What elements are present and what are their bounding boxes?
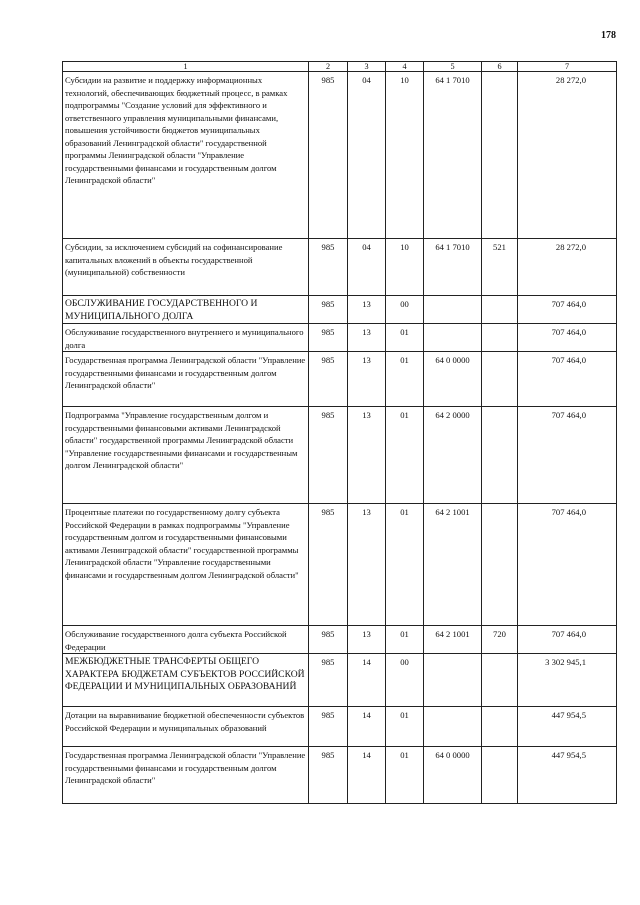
cell-expense-type (482, 72, 518, 239)
row-name: Подпрограмма "Управление государственным долгом и государственными финансовыми активами Ленинградской области" государственной программы Ленинградской области "Управление государственными финансами и государственным долгом Ленинградской области" (63, 407, 309, 504)
table-row (63, 654, 617, 707)
cell-section: 04 (348, 72, 386, 239)
table-row (63, 747, 617, 804)
cell-target: 64 2 0000 (424, 407, 482, 504)
cell-amount: 707 464,0 (518, 296, 617, 324)
cell-expense-type (482, 407, 518, 504)
cell-target: 64 2 1001 (424, 504, 482, 626)
cell-section: 13 (348, 626, 386, 654)
cell-target: 64 1 7010 (424, 72, 482, 239)
cell-code: 985 (309, 324, 348, 352)
cell-amount: 707 464,0 (518, 407, 617, 504)
cell-target: 64 1 7010 (424, 239, 482, 296)
cell-expense-type (482, 504, 518, 626)
table-row (63, 296, 617, 324)
table-row (63, 626, 617, 654)
column-header: 5 (424, 62, 482, 72)
cell-amount: 447 954,5 (518, 747, 617, 804)
column-header: 2 (309, 62, 348, 72)
cell-section: 13 (348, 324, 386, 352)
table-row (63, 504, 617, 626)
row-name: Обслуживание государственного внутреннего и муниципального долга (63, 324, 309, 352)
cell-code: 985 (309, 72, 348, 239)
cell-target (424, 654, 482, 707)
cell-expense-type (482, 654, 518, 707)
cell-subsection: 01 (386, 707, 424, 747)
column-header: 1 (63, 62, 309, 72)
column-header: 4 (386, 62, 424, 72)
table-row (63, 239, 617, 296)
cell-subsection: 01 (386, 324, 424, 352)
cell-section: 04 (348, 239, 386, 296)
cell-code: 985 (309, 504, 348, 626)
cell-amount: 707 464,0 (518, 626, 617, 654)
cell-section: 14 (348, 654, 386, 707)
row-name: Обслуживание государственного долга субъекта Российской Федерации (63, 626, 309, 654)
row-name: МЕЖБЮДЖЕТНЫЕ ТРАНСФЕРТЫ ОБЩЕГО ХАРАКТЕРА БЮДЖЕТАМ СУБЪЕКТОВ РОССИЙСКОЙ ФЕДЕРАЦИИ И МУНИЦИПАЛЬНЫХ ОБРАЗОВАНИЙ (63, 654, 309, 707)
cell-expense-type (482, 352, 518, 407)
row-name: Субсидии, за исключением субсидий на софинансирование капитальных вложений в объекты государственной (муниципальной) собственности (63, 239, 309, 296)
cell-amount: 3 302 945,1 (518, 654, 617, 707)
cell-code: 985 (309, 239, 348, 296)
cell-section: 13 (348, 407, 386, 504)
cell-code: 985 (309, 407, 348, 504)
cell-subsection: 01 (386, 504, 424, 626)
cell-subsection: 10 (386, 239, 424, 296)
cell-expense-type: 521 (482, 239, 518, 296)
cell-target: 64 0 0000 (424, 352, 482, 407)
cell-code: 985 (309, 707, 348, 747)
row-name: Государственная программа Ленинградской области "Управление государственными финансами и государственным долгом Ленинградской области" (63, 352, 309, 407)
cell-target: 64 0 0000 (424, 747, 482, 804)
cell-code: 985 (309, 296, 348, 324)
row-name: Процентные платежи по государственному долгу субъекта Российской Федерации в рамках подпрограммы "Управление государственным долгом и государственными финансовыми активами Ленинградской области" государственной программы Ленинградской области "Управление государственными финансами и государственным долгом Ленинградской области" (63, 504, 309, 626)
row-name: Дотации на выравнивание бюджетной обеспеченности субъектов Российской Федерации и муниципальных образований (63, 707, 309, 747)
cell-code: 985 (309, 626, 348, 654)
cell-section: 13 (348, 352, 386, 407)
cell-target (424, 296, 482, 324)
cell-expense-type: 720 (482, 626, 518, 654)
row-name: ОБСЛУЖИВАНИЕ ГОСУДАРСТВЕННОГО И МУНИЦИПАЛЬНОГО ДОЛГА (63, 296, 309, 324)
table-row (63, 72, 617, 239)
cell-amount: 28 272,0 (518, 239, 617, 296)
cell-section: 14 (348, 747, 386, 804)
cell-expense-type (482, 747, 518, 804)
row-name: Субсидии на развитие и поддержку информационных технологий, обеспечивающих бюджетный процесс, в рамках подпрограммы "Создание условий для эффективного и ответственного управления муниципальными финансами, повышения устойчивости бюджетов муниципальных образований Ленинградской области" государственной программы Ленинградской области "Управление государственными финансами и государственным долгом Ленинградской области" (63, 72, 309, 239)
column-header: 6 (482, 62, 518, 72)
cell-expense-type (482, 296, 518, 324)
table-row (63, 707, 617, 747)
cell-subsection: 00 (386, 296, 424, 324)
cell-amount: 28 272,0 (518, 72, 617, 239)
cell-section: 13 (348, 296, 386, 324)
cell-subsection: 01 (386, 407, 424, 504)
cell-subsection: 01 (386, 352, 424, 407)
cell-expense-type (482, 324, 518, 352)
cell-section: 13 (348, 504, 386, 626)
column-header: 7 (518, 62, 617, 72)
cell-target (424, 707, 482, 747)
cell-subsection: 00 (386, 654, 424, 707)
row-name: Государственная программа Ленинградской области "Управление государственными финансами и государственным долгом Ленинградской области" (63, 747, 309, 804)
cell-section: 14 (348, 707, 386, 747)
table-row (63, 352, 617, 407)
cell-target (424, 324, 482, 352)
cell-expense-type (482, 707, 518, 747)
table-row (63, 324, 617, 352)
cell-target: 64 2 1001 (424, 626, 482, 654)
column-header-row (63, 62, 617, 72)
cell-amount: 707 464,0 (518, 504, 617, 626)
cell-code: 985 (309, 654, 348, 707)
column-header: 3 (348, 62, 386, 72)
cell-amount: 707 464,0 (518, 352, 617, 407)
cell-subsection: 10 (386, 72, 424, 239)
cell-amount: 447 954,5 (518, 707, 617, 747)
cell-amount: 707 464,0 (518, 324, 617, 352)
page-number: 178 (601, 30, 616, 41)
cell-code: 985 (309, 747, 348, 804)
cell-code: 985 (309, 352, 348, 407)
cell-subsection: 01 (386, 747, 424, 804)
table-row (63, 407, 617, 504)
budget-table (62, 61, 617, 804)
cell-subsection: 01 (386, 626, 424, 654)
